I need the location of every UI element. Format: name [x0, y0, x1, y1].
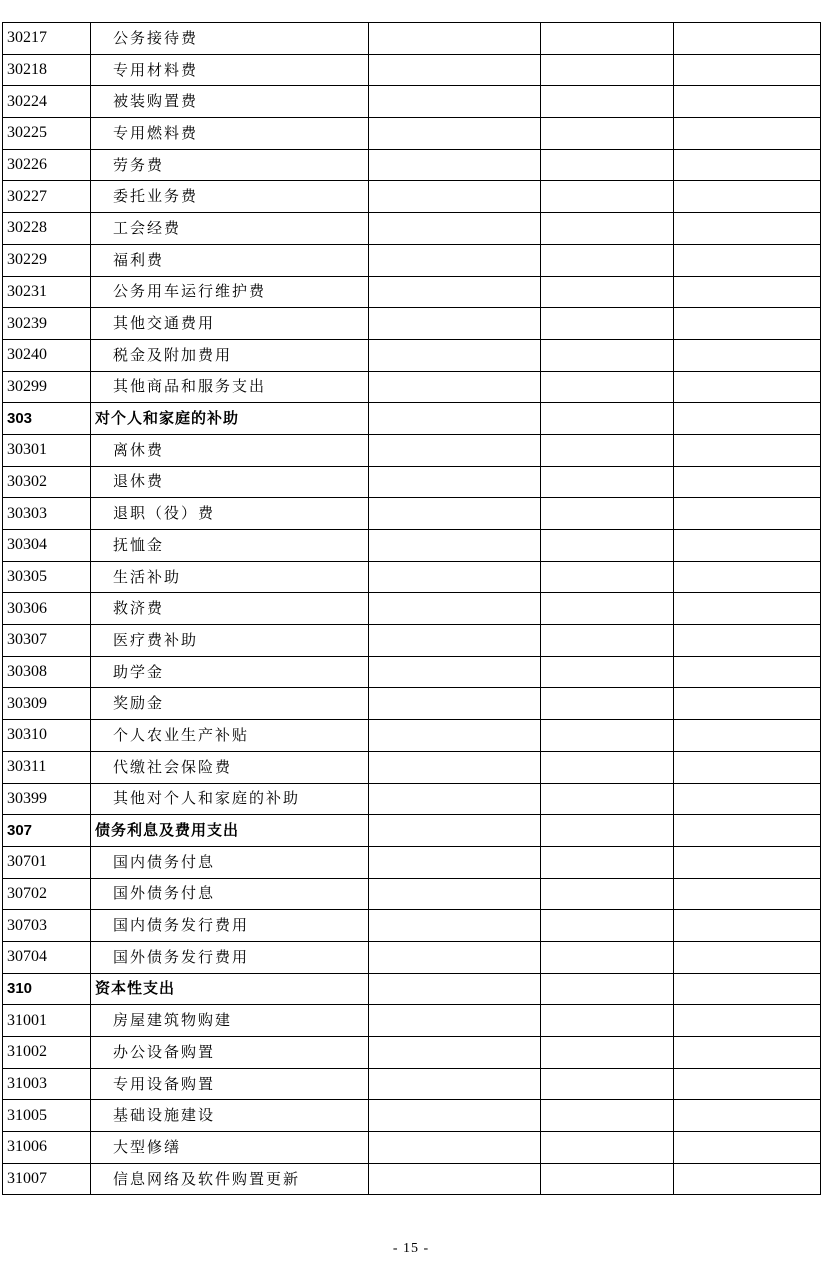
amount-cell-1 — [369, 1005, 541, 1037]
row-code: 31003 — [3, 1068, 91, 1100]
row-code: 30229 — [3, 244, 91, 276]
row-name: 福利费 — [91, 244, 369, 276]
amount-cell-2 — [541, 815, 674, 847]
row-code: 30311 — [3, 751, 91, 783]
amount-cell-3 — [674, 149, 821, 181]
amount-cell-1 — [369, 434, 541, 466]
amount-cell-3 — [674, 1037, 821, 1069]
table-row — [3, 498, 821, 530]
row-code: 30308 — [3, 656, 91, 688]
amount-cell-2 — [541, 118, 674, 150]
table-row — [3, 561, 821, 593]
table-row — [3, 1068, 821, 1100]
amount-cell-3 — [674, 561, 821, 593]
row-code: 307 — [3, 815, 91, 847]
row-code: 30399 — [3, 783, 91, 815]
amount-cell-2 — [541, 181, 674, 213]
amount-cell-2 — [541, 213, 674, 245]
row-code: 30231 — [3, 276, 91, 308]
table-row — [3, 308, 821, 340]
table-row — [3, 783, 821, 815]
amount-cell-2 — [541, 1132, 674, 1164]
amount-cell-1 — [369, 561, 541, 593]
row-name: 资本性支出 — [91, 973, 369, 1005]
amount-cell-1 — [369, 625, 541, 657]
amount-cell-3 — [674, 339, 821, 371]
amount-cell-1 — [369, 973, 541, 1005]
row-code: 30301 — [3, 434, 91, 466]
row-code: 30225 — [3, 118, 91, 150]
amount-cell-3 — [674, 434, 821, 466]
amount-cell-3 — [674, 1068, 821, 1100]
row-name: 信息网络及软件购置更新 — [91, 1163, 369, 1195]
category-row — [3, 815, 821, 847]
row-code: 30228 — [3, 213, 91, 245]
amount-cell-3 — [674, 878, 821, 910]
amount-cell-2 — [541, 466, 674, 498]
row-code: 30304 — [3, 530, 91, 562]
table-row — [3, 213, 821, 245]
amount-cell-1 — [369, 751, 541, 783]
amount-cell-3 — [674, 720, 821, 752]
amount-cell-2 — [541, 308, 674, 340]
table-row — [3, 878, 821, 910]
amount-cell-1 — [369, 1068, 541, 1100]
row-code: 30309 — [3, 688, 91, 720]
table-row — [3, 941, 821, 973]
row-name: 抚恤金 — [91, 530, 369, 562]
table-row — [3, 244, 821, 276]
row-name: 代缴社会保险费 — [91, 751, 369, 783]
row-code: 303 — [3, 403, 91, 435]
row-code: 30310 — [3, 720, 91, 752]
amount-cell-1 — [369, 466, 541, 498]
table-row — [3, 181, 821, 213]
amount-cell-3 — [674, 688, 821, 720]
category-row — [3, 973, 821, 1005]
amount-cell-1 — [369, 181, 541, 213]
amount-cell-2 — [541, 910, 674, 942]
amount-cell-3 — [674, 54, 821, 86]
row-name: 其他交通费用 — [91, 308, 369, 340]
row-name: 退职（役）费 — [91, 498, 369, 530]
row-code: 30299 — [3, 371, 91, 403]
row-code: 30703 — [3, 910, 91, 942]
amount-cell-1 — [369, 656, 541, 688]
amount-cell-2 — [541, 498, 674, 530]
amount-cell-3 — [674, 498, 821, 530]
amount-cell-1 — [369, 86, 541, 118]
amount-cell-3 — [674, 973, 821, 1005]
amount-cell-1 — [369, 1037, 541, 1069]
row-name: 国内债务付息 — [91, 846, 369, 878]
table-row — [3, 118, 821, 150]
amount-cell-1 — [369, 878, 541, 910]
amount-cell-1 — [369, 910, 541, 942]
amount-cell-3 — [674, 941, 821, 973]
table-row — [3, 1163, 821, 1195]
row-name: 奖励金 — [91, 688, 369, 720]
amount-cell-2 — [541, 149, 674, 181]
amount-cell-1 — [369, 846, 541, 878]
table-row — [3, 1037, 821, 1069]
amount-cell-2 — [541, 530, 674, 562]
table-row — [3, 466, 821, 498]
row-name: 救济费 — [91, 593, 369, 625]
amount-cell-1 — [369, 244, 541, 276]
amount-cell-3 — [674, 815, 821, 847]
amount-cell-1 — [369, 149, 541, 181]
row-code: 30227 — [3, 181, 91, 213]
amount-cell-3 — [674, 846, 821, 878]
amount-cell-2 — [541, 54, 674, 86]
amount-cell-1 — [369, 1163, 541, 1195]
row-name: 医疗费补助 — [91, 625, 369, 657]
amount-cell-1 — [369, 308, 541, 340]
row-name: 其他对个人和家庭的补助 — [91, 783, 369, 815]
expenditure-table-container — [2, 22, 820, 1195]
amount-cell-1 — [369, 118, 541, 150]
amount-cell-2 — [541, 941, 674, 973]
row-name: 专用材料费 — [91, 54, 369, 86]
row-code: 31002 — [3, 1037, 91, 1069]
row-name: 委托业务费 — [91, 181, 369, 213]
row-code: 30303 — [3, 498, 91, 530]
amount-cell-2 — [541, 561, 674, 593]
amount-cell-3 — [674, 1005, 821, 1037]
table-row — [3, 86, 821, 118]
amount-cell-3 — [674, 23, 821, 55]
row-name: 被装购置费 — [91, 86, 369, 118]
table-row — [3, 530, 821, 562]
row-name: 大型修缮 — [91, 1132, 369, 1164]
amount-cell-2 — [541, 1037, 674, 1069]
amount-cell-3 — [674, 1100, 821, 1132]
amount-cell-2 — [541, 403, 674, 435]
table-row — [3, 720, 821, 752]
amount-cell-3 — [674, 593, 821, 625]
amount-cell-3 — [674, 213, 821, 245]
amount-cell-2 — [541, 1163, 674, 1195]
row-name: 公务用车运行维护费 — [91, 276, 369, 308]
amount-cell-2 — [541, 371, 674, 403]
table-row — [3, 1100, 821, 1132]
category-row — [3, 403, 821, 435]
row-name: 国内债务发行费用 — [91, 910, 369, 942]
row-name: 专用设备购置 — [91, 1068, 369, 1100]
amount-cell-3 — [674, 1163, 821, 1195]
amount-cell-1 — [369, 23, 541, 55]
amount-cell-1 — [369, 403, 541, 435]
amount-cell-1 — [369, 371, 541, 403]
amount-cell-2 — [541, 688, 674, 720]
row-code: 31006 — [3, 1132, 91, 1164]
amount-cell-1 — [369, 688, 541, 720]
amount-cell-1 — [369, 941, 541, 973]
amount-cell-3 — [674, 1132, 821, 1164]
table-row — [3, 625, 821, 657]
row-code: 30226 — [3, 149, 91, 181]
table-row — [3, 23, 821, 55]
table-row — [3, 371, 821, 403]
amount-cell-3 — [674, 466, 821, 498]
amount-cell-1 — [369, 1100, 541, 1132]
amount-cell-2 — [541, 23, 674, 55]
amount-cell-3 — [674, 910, 821, 942]
row-name: 国外债务发行费用 — [91, 941, 369, 973]
row-name: 其他商品和服务支出 — [91, 371, 369, 403]
amount-cell-2 — [541, 86, 674, 118]
row-code: 31001 — [3, 1005, 91, 1037]
row-code: 30306 — [3, 593, 91, 625]
row-code: 30224 — [3, 86, 91, 118]
row-name: 债务利息及费用支出 — [91, 815, 369, 847]
amount-cell-1 — [369, 54, 541, 86]
amount-cell-2 — [541, 1100, 674, 1132]
table-row — [3, 149, 821, 181]
row-code: 30302 — [3, 466, 91, 498]
amount-cell-2 — [541, 720, 674, 752]
amount-cell-3 — [674, 181, 821, 213]
row-name: 工会经费 — [91, 213, 369, 245]
row-name: 离休费 — [91, 434, 369, 466]
row-name: 对个人和家庭的补助 — [91, 403, 369, 435]
row-code: 31007 — [3, 1163, 91, 1195]
amount-cell-3 — [674, 371, 821, 403]
amount-cell-1 — [369, 530, 541, 562]
amount-cell-1 — [369, 815, 541, 847]
amount-cell-2 — [541, 244, 674, 276]
row-code: 30307 — [3, 625, 91, 657]
row-code: 30305 — [3, 561, 91, 593]
row-name: 办公设备购置 — [91, 1037, 369, 1069]
amount-cell-3 — [674, 751, 821, 783]
table-row — [3, 751, 821, 783]
table-row — [3, 434, 821, 466]
amount-cell-2 — [541, 625, 674, 657]
amount-cell-2 — [541, 1068, 674, 1100]
table-row — [3, 910, 821, 942]
expenditure-table — [2, 22, 821, 1195]
amount-cell-2 — [541, 276, 674, 308]
row-code: 30239 — [3, 308, 91, 340]
table-row — [3, 1005, 821, 1037]
amount-cell-2 — [541, 434, 674, 466]
page-number: - 15 - — [392, 1241, 430, 1256]
row-code: 30704 — [3, 941, 91, 973]
amount-cell-1 — [369, 593, 541, 625]
row-code: 30701 — [3, 846, 91, 878]
amount-cell-3 — [674, 86, 821, 118]
amount-cell-2 — [541, 973, 674, 1005]
amount-cell-3 — [674, 656, 821, 688]
row-code: 31005 — [3, 1100, 91, 1132]
row-name: 基础设施建设 — [91, 1100, 369, 1132]
table-row — [3, 276, 821, 308]
table-row — [3, 593, 821, 625]
table-row — [3, 339, 821, 371]
row-name: 房屋建筑物购建 — [91, 1005, 369, 1037]
table-body — [3, 23, 821, 1195]
row-code: 30217 — [3, 23, 91, 55]
row-name: 生活补助 — [91, 561, 369, 593]
row-name: 劳务费 — [91, 149, 369, 181]
table-row — [3, 54, 821, 86]
amount-cell-3 — [674, 308, 821, 340]
row-name: 个人农业生产补贴 — [91, 720, 369, 752]
amount-cell-2 — [541, 783, 674, 815]
row-code: 30240 — [3, 339, 91, 371]
amount-cell-2 — [541, 656, 674, 688]
row-name: 退休费 — [91, 466, 369, 498]
amount-cell-1 — [369, 213, 541, 245]
row-name: 公务接待费 — [91, 23, 369, 55]
row-name: 专用燃料费 — [91, 118, 369, 150]
amount-cell-1 — [369, 498, 541, 530]
amount-cell-1 — [369, 276, 541, 308]
row-name: 国外债务付息 — [91, 878, 369, 910]
table-row — [3, 846, 821, 878]
amount-cell-3 — [674, 118, 821, 150]
amount-cell-2 — [541, 878, 674, 910]
amount-cell-1 — [369, 720, 541, 752]
table-row — [3, 1132, 821, 1164]
row-code: 30702 — [3, 878, 91, 910]
amount-cell-3 — [674, 625, 821, 657]
amount-cell-3 — [674, 244, 821, 276]
amount-cell-1 — [369, 783, 541, 815]
table-row — [3, 656, 821, 688]
amount-cell-2 — [541, 1005, 674, 1037]
amount-cell-3 — [674, 783, 821, 815]
amount-cell-1 — [369, 1132, 541, 1164]
amount-cell-3 — [674, 276, 821, 308]
amount-cell-3 — [674, 530, 821, 562]
amount-cell-2 — [541, 339, 674, 371]
row-name: 税金及附加费用 — [91, 339, 369, 371]
amount-cell-2 — [541, 751, 674, 783]
amount-cell-3 — [674, 403, 821, 435]
amount-cell-1 — [369, 339, 541, 371]
table-row — [3, 688, 821, 720]
amount-cell-2 — [541, 593, 674, 625]
row-name: 助学金 — [91, 656, 369, 688]
row-code: 30218 — [3, 54, 91, 86]
row-code: 310 — [3, 973, 91, 1005]
amount-cell-2 — [541, 846, 674, 878]
